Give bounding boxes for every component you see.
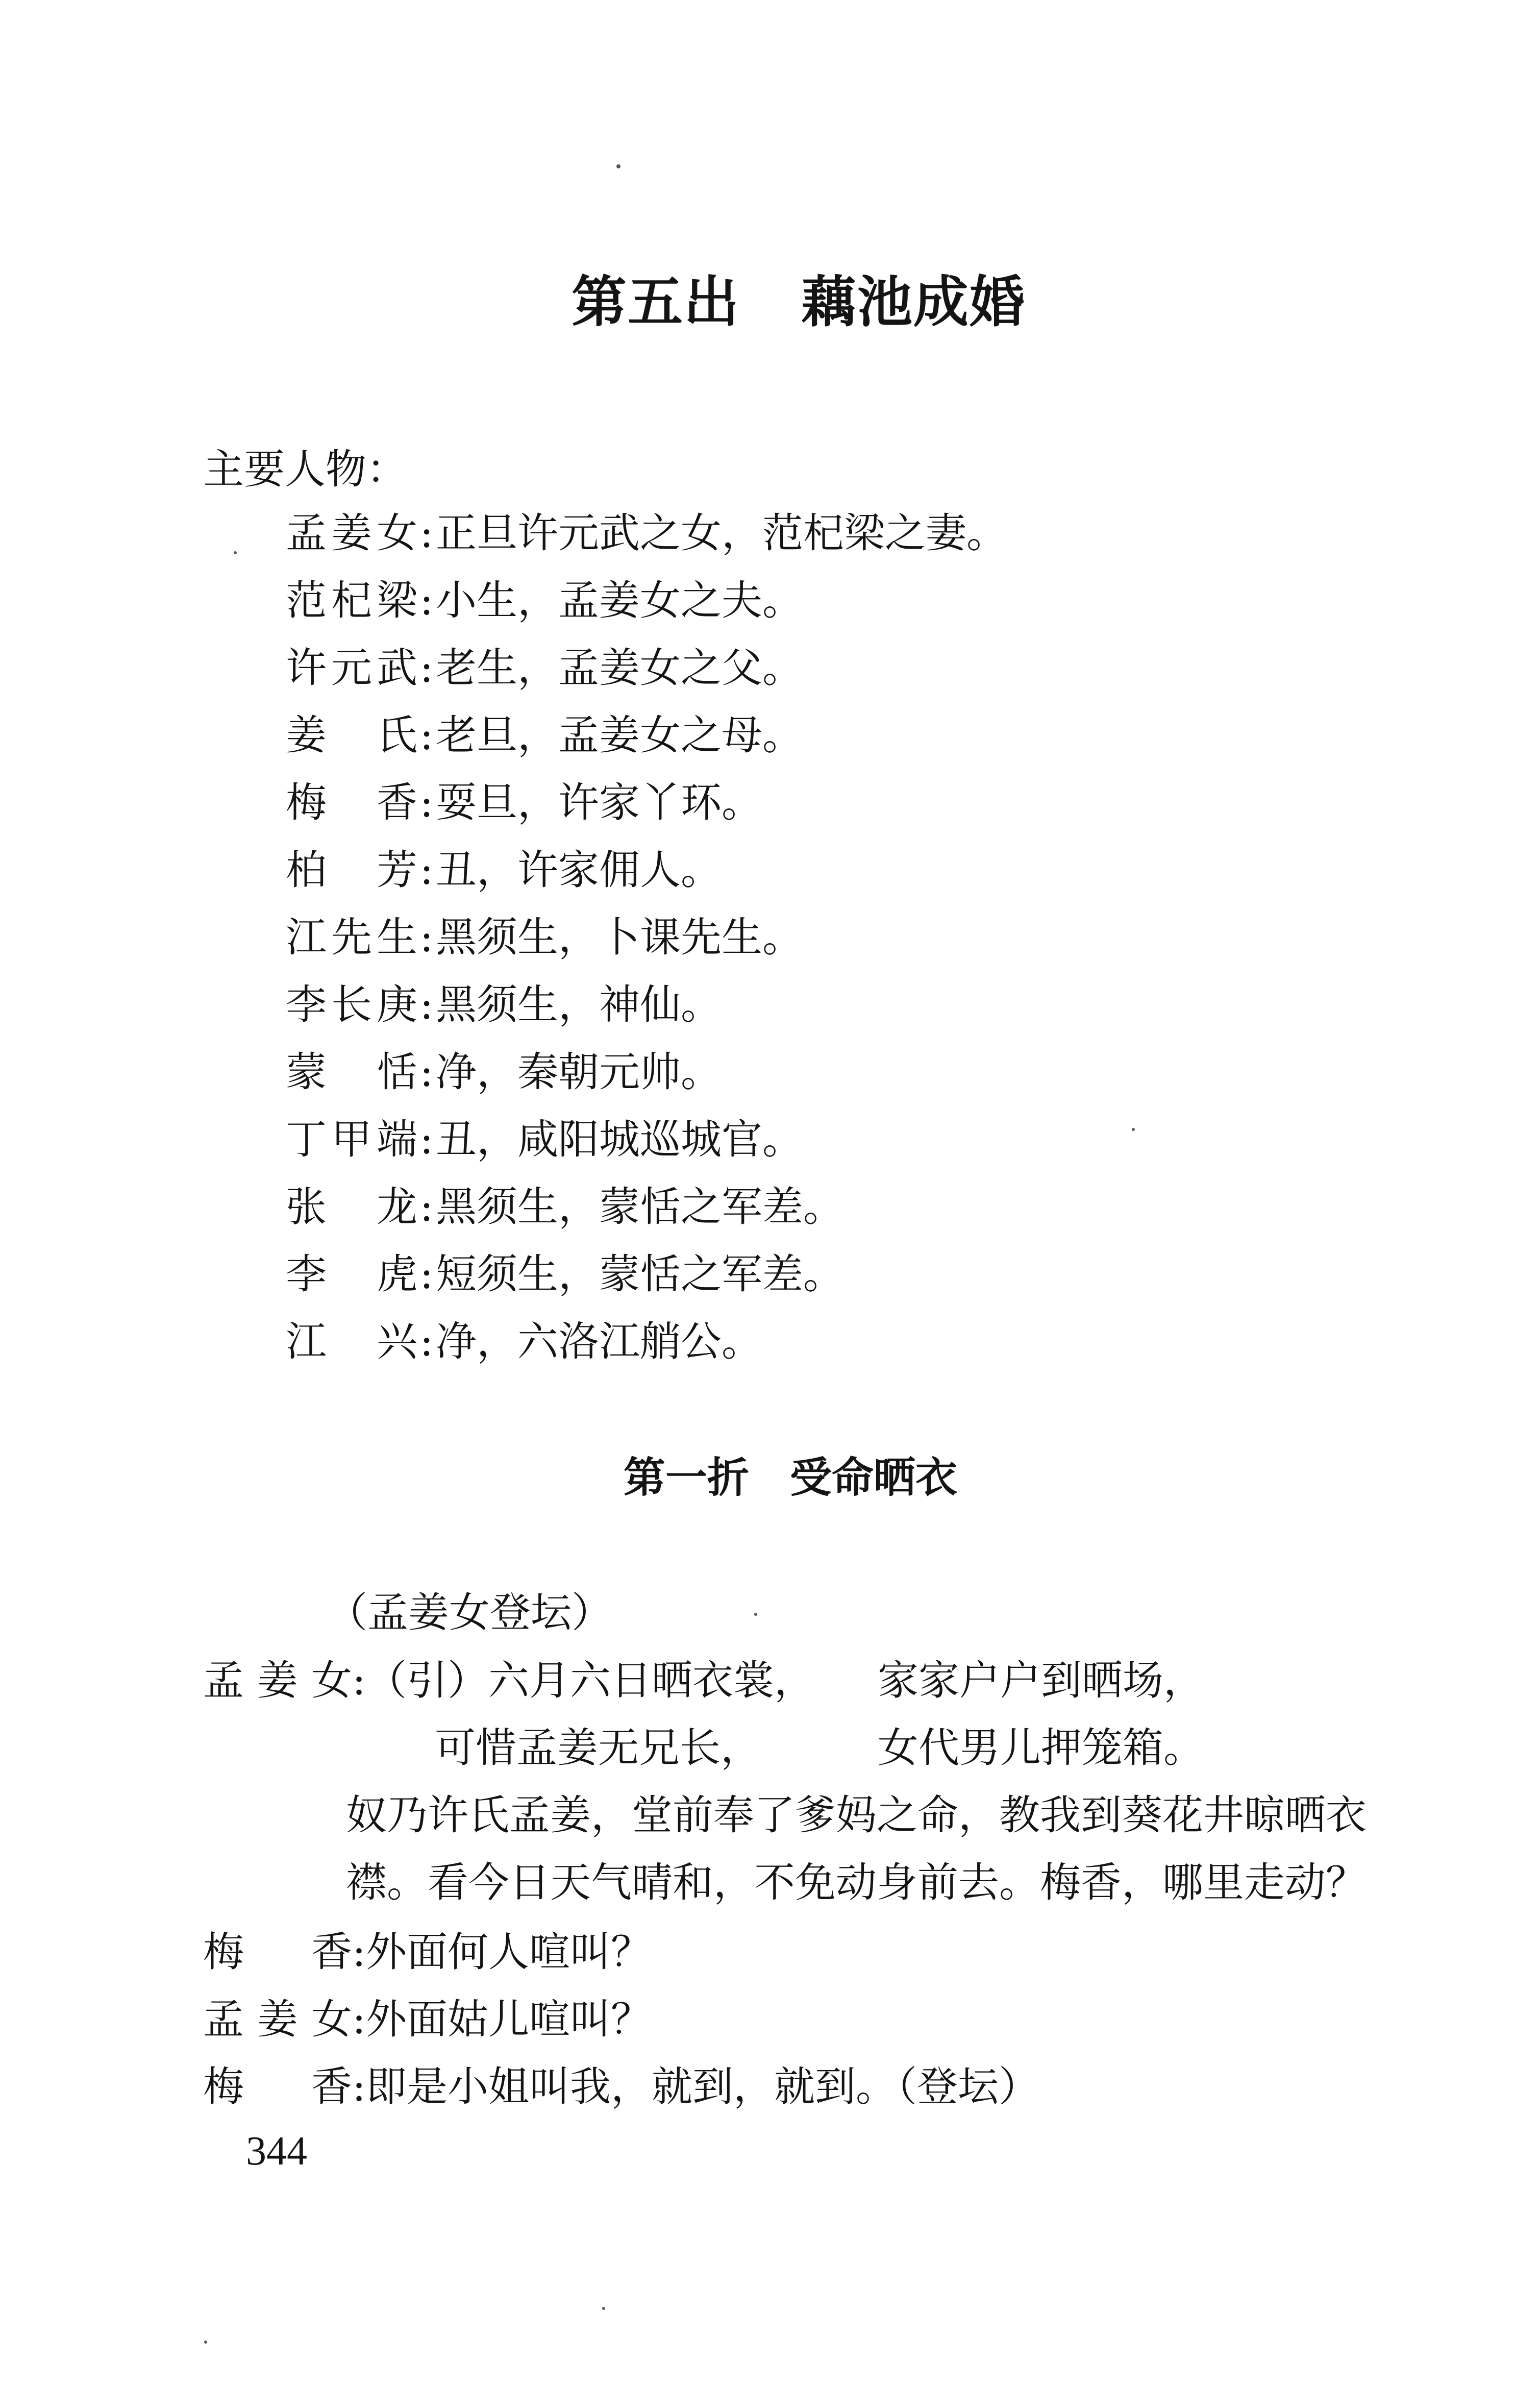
act-number: 第五出 (572, 270, 740, 334)
cast-name: 蒙 恬 (286, 1048, 417, 1096)
verse-text: （引）六月六日晒衣裳， (365, 1657, 815, 1704)
cast-name: 张 龙 (286, 1183, 417, 1231)
verse-text: 家家户户到晒场， (878, 1657, 1204, 1704)
cast-row: 江 兴:净，六洛江艄公。 (286, 1311, 762, 1372)
act-name: 藕池成婚 (801, 270, 1026, 334)
cast-name: 许元武 (286, 644, 417, 692)
cast-name: 李 虎 (286, 1250, 417, 1298)
scene-number: 第一折 (624, 1454, 750, 1502)
speech-line: 奴乃许氏孟姜，堂前奉了爹妈之命，教我到葵花井晾晒衣 (346, 1791, 1367, 1839)
cast-desc: 黑须生，神仙。 (436, 981, 722, 1028)
cast-desc: 丑，咸阳城巡城官。 (436, 1116, 803, 1163)
speaker-label: 孟姜女 (203, 1996, 352, 2043)
verse-line: 孟姜女:（引）六月六日晒衣裳， (203, 1647, 815, 1706)
cast-row: 张 龙:黑须生，蒙恬之军差。 (286, 1176, 844, 1238)
cast-desc: 丑，许家佣人。 (436, 846, 722, 894)
dialogue-text: 外面姑儿喧叫？ (365, 1996, 652, 2043)
cast-desc: 短须生，蒙恬之军差。 (436, 1250, 844, 1298)
cast-desc: 耍旦，许家丫环。 (436, 779, 762, 826)
speaker-label: 孟姜女 (203, 1657, 352, 1704)
cast-row: 孟姜女:正旦许元武之女，范杞梁之妻。 (286, 503, 1007, 564)
cast-row: 姜 氏:老旦，孟姜女之母。 (286, 705, 803, 766)
cast-row: 柏 芳:丑，许家佣人。 (286, 840, 722, 901)
stage-direction: （孟姜女登坛） (327, 1589, 612, 1636)
scan-speck (602, 2307, 605, 2310)
scene-name: 受命晒衣 (790, 1454, 958, 1502)
cast-desc: 黑须生，蒙恬之军差。 (436, 1183, 844, 1231)
scene-title (624, 1444, 957, 1504)
cast-desc: 净，秦朝元帅。 (436, 1048, 722, 1096)
speaker-label: 梅 香 (203, 2063, 352, 2110)
scan-speck (754, 1613, 757, 1616)
cast-name: 姜 氏 (286, 711, 417, 759)
cast-desc: 小生，孟姜女之夫。 (436, 577, 803, 624)
cast-row: 李长庚:黑须生，神仙。 (286, 974, 722, 1036)
dialogue-line: 孟姜女:外面姑儿喧叫？ (203, 1986, 652, 2045)
dialogue-line: 梅 香:即是小姐叫我，就到，就到。（登坛） (203, 2054, 1039, 2112)
cast-heading: 主要人物： (203, 446, 407, 493)
scan-speck (234, 551, 237, 554)
cast-name: 江 兴 (286, 1318, 417, 1365)
act-title (572, 258, 1026, 337)
page-number: 344 (246, 2129, 307, 2174)
cast-name: 梅 香 (286, 779, 417, 826)
cast-desc: 老旦，孟姜女之母。 (436, 711, 803, 759)
cast-row: 江先生:黑须生，卜课先生。 (286, 907, 803, 968)
cast-desc: 净，六洛江艄公。 (436, 1318, 762, 1365)
cast-row: 范杞梁:小生，孟姜女之夫。 (286, 570, 803, 631)
cast-name: 柏 芳 (286, 846, 417, 894)
cast-name: 范杞梁 (286, 577, 417, 624)
cast-row: 蒙 恬:净，秦朝元帅。 (286, 1042, 722, 1103)
cast-desc: 正旦许元武之女，范杞梁之妻。 (436, 509, 1007, 557)
dialogue-line: 梅 香:外面何人喧叫？ (203, 1919, 652, 1978)
scan-speck (204, 2341, 207, 2344)
verse-text: 可惜孟姜无兄长， (435, 1724, 761, 1771)
cast-name: 李长庚 (286, 981, 417, 1028)
cast-desc: 老生，孟姜女之父。 (436, 644, 803, 692)
cast-name: 丁甲端 (286, 1116, 417, 1163)
speaker-label: 梅 香 (203, 1928, 352, 1976)
cast-desc: 黑须生，卜课先生。 (436, 914, 803, 961)
cast-row: 梅 香:耍旦，许家丫环。 (286, 772, 762, 833)
scan-speck (616, 164, 620, 168)
dialogue-text: 即是小姐叫我，就到，就到。（登坛） (365, 2063, 1039, 2110)
verse-text: 女代男儿押笼箱。 (878, 1724, 1204, 1771)
scan-speck (1132, 1128, 1135, 1131)
cast-row: 李 虎:短须生，蒙恬之军差。 (286, 1244, 844, 1305)
dialogue-text: 外面何人喧叫？ (365, 1928, 652, 1976)
cast-name: 孟姜女 (286, 509, 417, 557)
cast-row: 许元武:老生，孟姜女之父。 (286, 637, 803, 699)
cast-row: 丁甲端:丑，咸阳城巡城官。 (286, 1109, 803, 1170)
speech-line: 襟。看今日天气晴和，不免动身前去。梅香，哪里走动？ (346, 1859, 1367, 1906)
cast-name: 江先生 (286, 914, 417, 961)
